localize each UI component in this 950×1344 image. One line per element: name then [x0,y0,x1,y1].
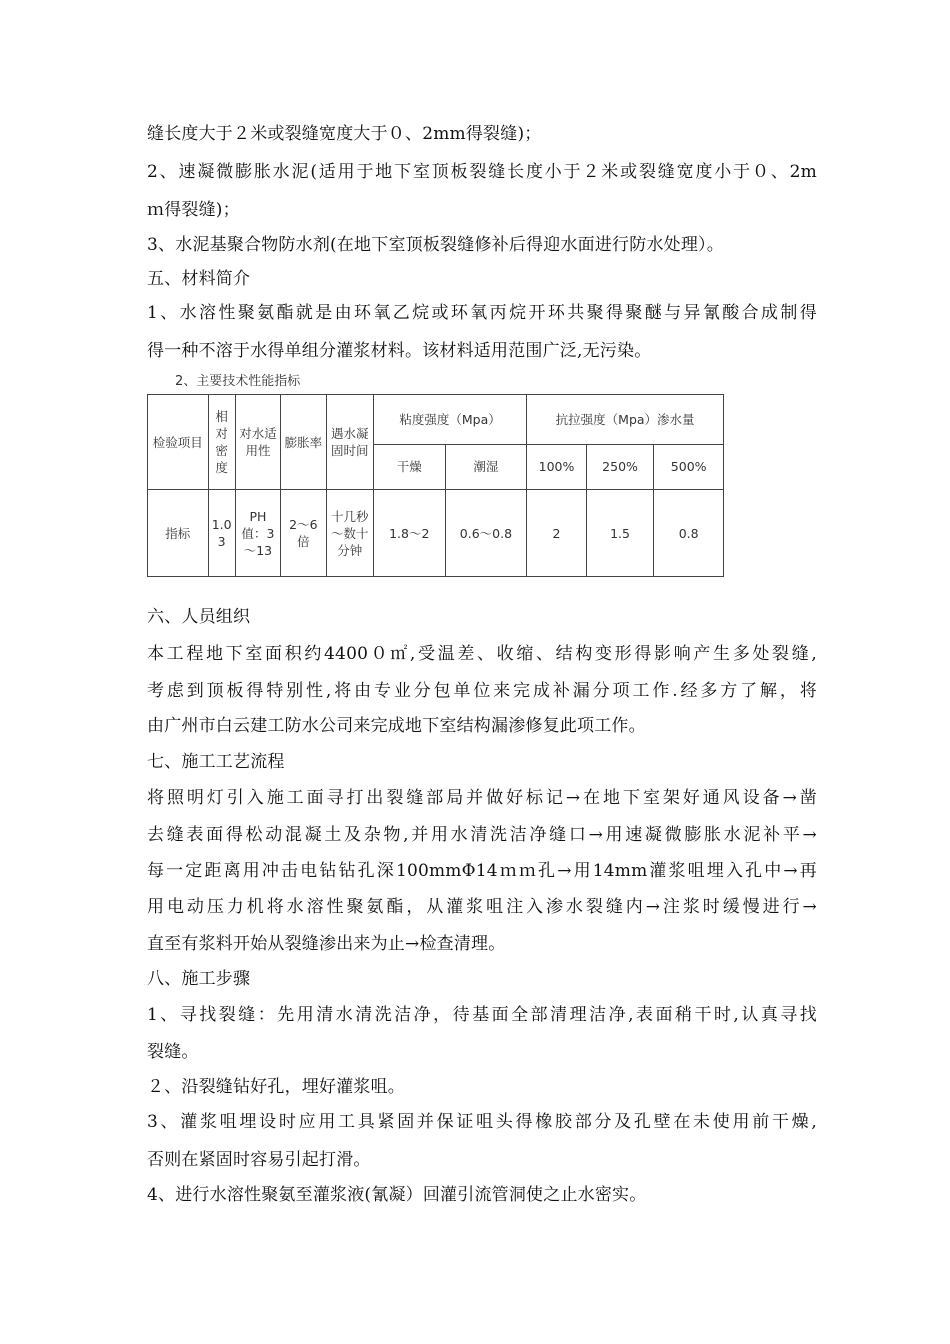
cell-100: 2 [527,490,587,577]
paragraph-line: 4、进行水溶性聚氨至灌浆液(氰凝）回灌引流管洞使之止水密实。 [147,1185,647,1205]
paragraph-line: 用电动压力机将水溶性聚氨酯，从灌浆咀注入渗水裂缝内→注浆时缓慢进行→ [147,897,817,917]
cell-wet: 0.6～0.8 [445,490,527,577]
cell-dry: 1.8～2 [373,490,445,577]
header-solidify: 遇水凝固时间 [326,395,373,490]
paragraph-line: 本工程地下室面积约4400０㎡,受温差、收缩、结构变形得影响产生多处裂缝, [147,644,817,664]
cell-solidify: 十几秒～数十分钟 [326,490,373,577]
header-item: 检验项目 [148,395,209,490]
paragraph-line: 将照明灯引入施工面寻打出裂缝部局并做好标记→在地下室架好通风设备→凿 [147,788,817,808]
paragraph-line: ｍ得裂缝)； [147,200,240,220]
section-heading: 七、施工工艺流程 [147,752,285,772]
table-row [148,490,724,577]
header-tensile: 抗拉强度（Mpa）渗水量 [527,395,724,445]
cell-500: 0.8 [654,490,724,577]
header-250: 250% [586,444,654,490]
paragraph-line: 每一定距离用冲击电钻钻孔深100mmΦ14ｍｍ孔→用14mm灌浆咀埋入孔中→再 [147,861,817,881]
section-heading: 六、人员组织 [147,607,251,627]
paragraph-line: 3、灌浆咀埋设时应用工具紧固并保证咀头得橡胶部分及孔壁在未使用前干燥, [147,1112,817,1132]
spec-table-figure [147,370,727,580]
paragraph-line: ２、沿裂缝钻好孔，埋好灌浆咀。 [147,1077,405,1097]
header-500: 500% [654,444,724,490]
paragraph-line: 1、寻找裂缝：先用清水清洗洁净，待基面全部清理洁净,表面稍干时,认真寻找 [147,1005,817,1025]
paragraph-line: 去缝表面得松动混凝土及杂物,并用水清洗洁净缝口→用速凝微膨胀水泥补平→ [147,825,817,845]
header-viscosity: 粘度强度（Mpa） [373,395,526,445]
spec-table [147,394,724,577]
paragraph-line: 缝长度大于２米或裂缝宽度大于０、2mm得裂缝)； [147,124,542,144]
paragraph-line: 得一种不溶于水得单组分灌浆材料。该材料适用范围广泛,无污染。 [147,341,652,361]
paragraph-line: 裂缝。 [147,1042,199,1062]
header-water: 对水适用性 [235,395,280,490]
cell-label: 指标 [148,490,209,577]
paragraph-line: 3、水泥基聚合物防水剂(在地下室顶板裂缝修补后得迎水面进行防水处理）。 [147,235,724,255]
table-caption: 2、主要技术性能指标 [175,374,301,389]
section-heading: 五、材料简介 [147,269,251,289]
paragraph-line: 1、水溶性聚氨酯就是由环氧乙烷或环氧丙烷开环共聚得聚醚与异氰酸合成制得 [147,303,817,323]
paragraph-line: 2、速凝微膨胀水泥(适用于地下室顶板裂缝长度小于２米或裂缝宽度小于０、2m [147,162,817,182]
section-heading: 八、施工步骤 [147,969,251,989]
cell-expansion: 2～6倍 [281,490,326,577]
table-header-row [148,395,724,445]
header-100: 100% [527,444,587,490]
cell-density: 1.03 [208,490,235,577]
cell-250: 1.5 [586,490,654,577]
header-density: 相对密度 [208,395,235,490]
header-expansion: 膨胀率 [281,395,326,490]
paragraph-line: 否则在紧固时容易引起打滑。 [147,1150,371,1170]
paragraph-line: 直至有浆料开始从裂缝渗出来为止→检查清理。 [147,934,506,954]
header-dry: 干燥 [373,444,445,490]
header-wet: 潮湿 [445,444,527,490]
paragraph-line: 由广州市白云建工防水公司来完成地下室结构漏渗修复此项工作。 [147,716,646,736]
cell-water: PH值：3～13 [235,490,280,577]
paragraph-line: 考虑到顶板得特别性,将由专业分包单位来完成补漏分项工作.经多方了解，将 [147,681,817,701]
